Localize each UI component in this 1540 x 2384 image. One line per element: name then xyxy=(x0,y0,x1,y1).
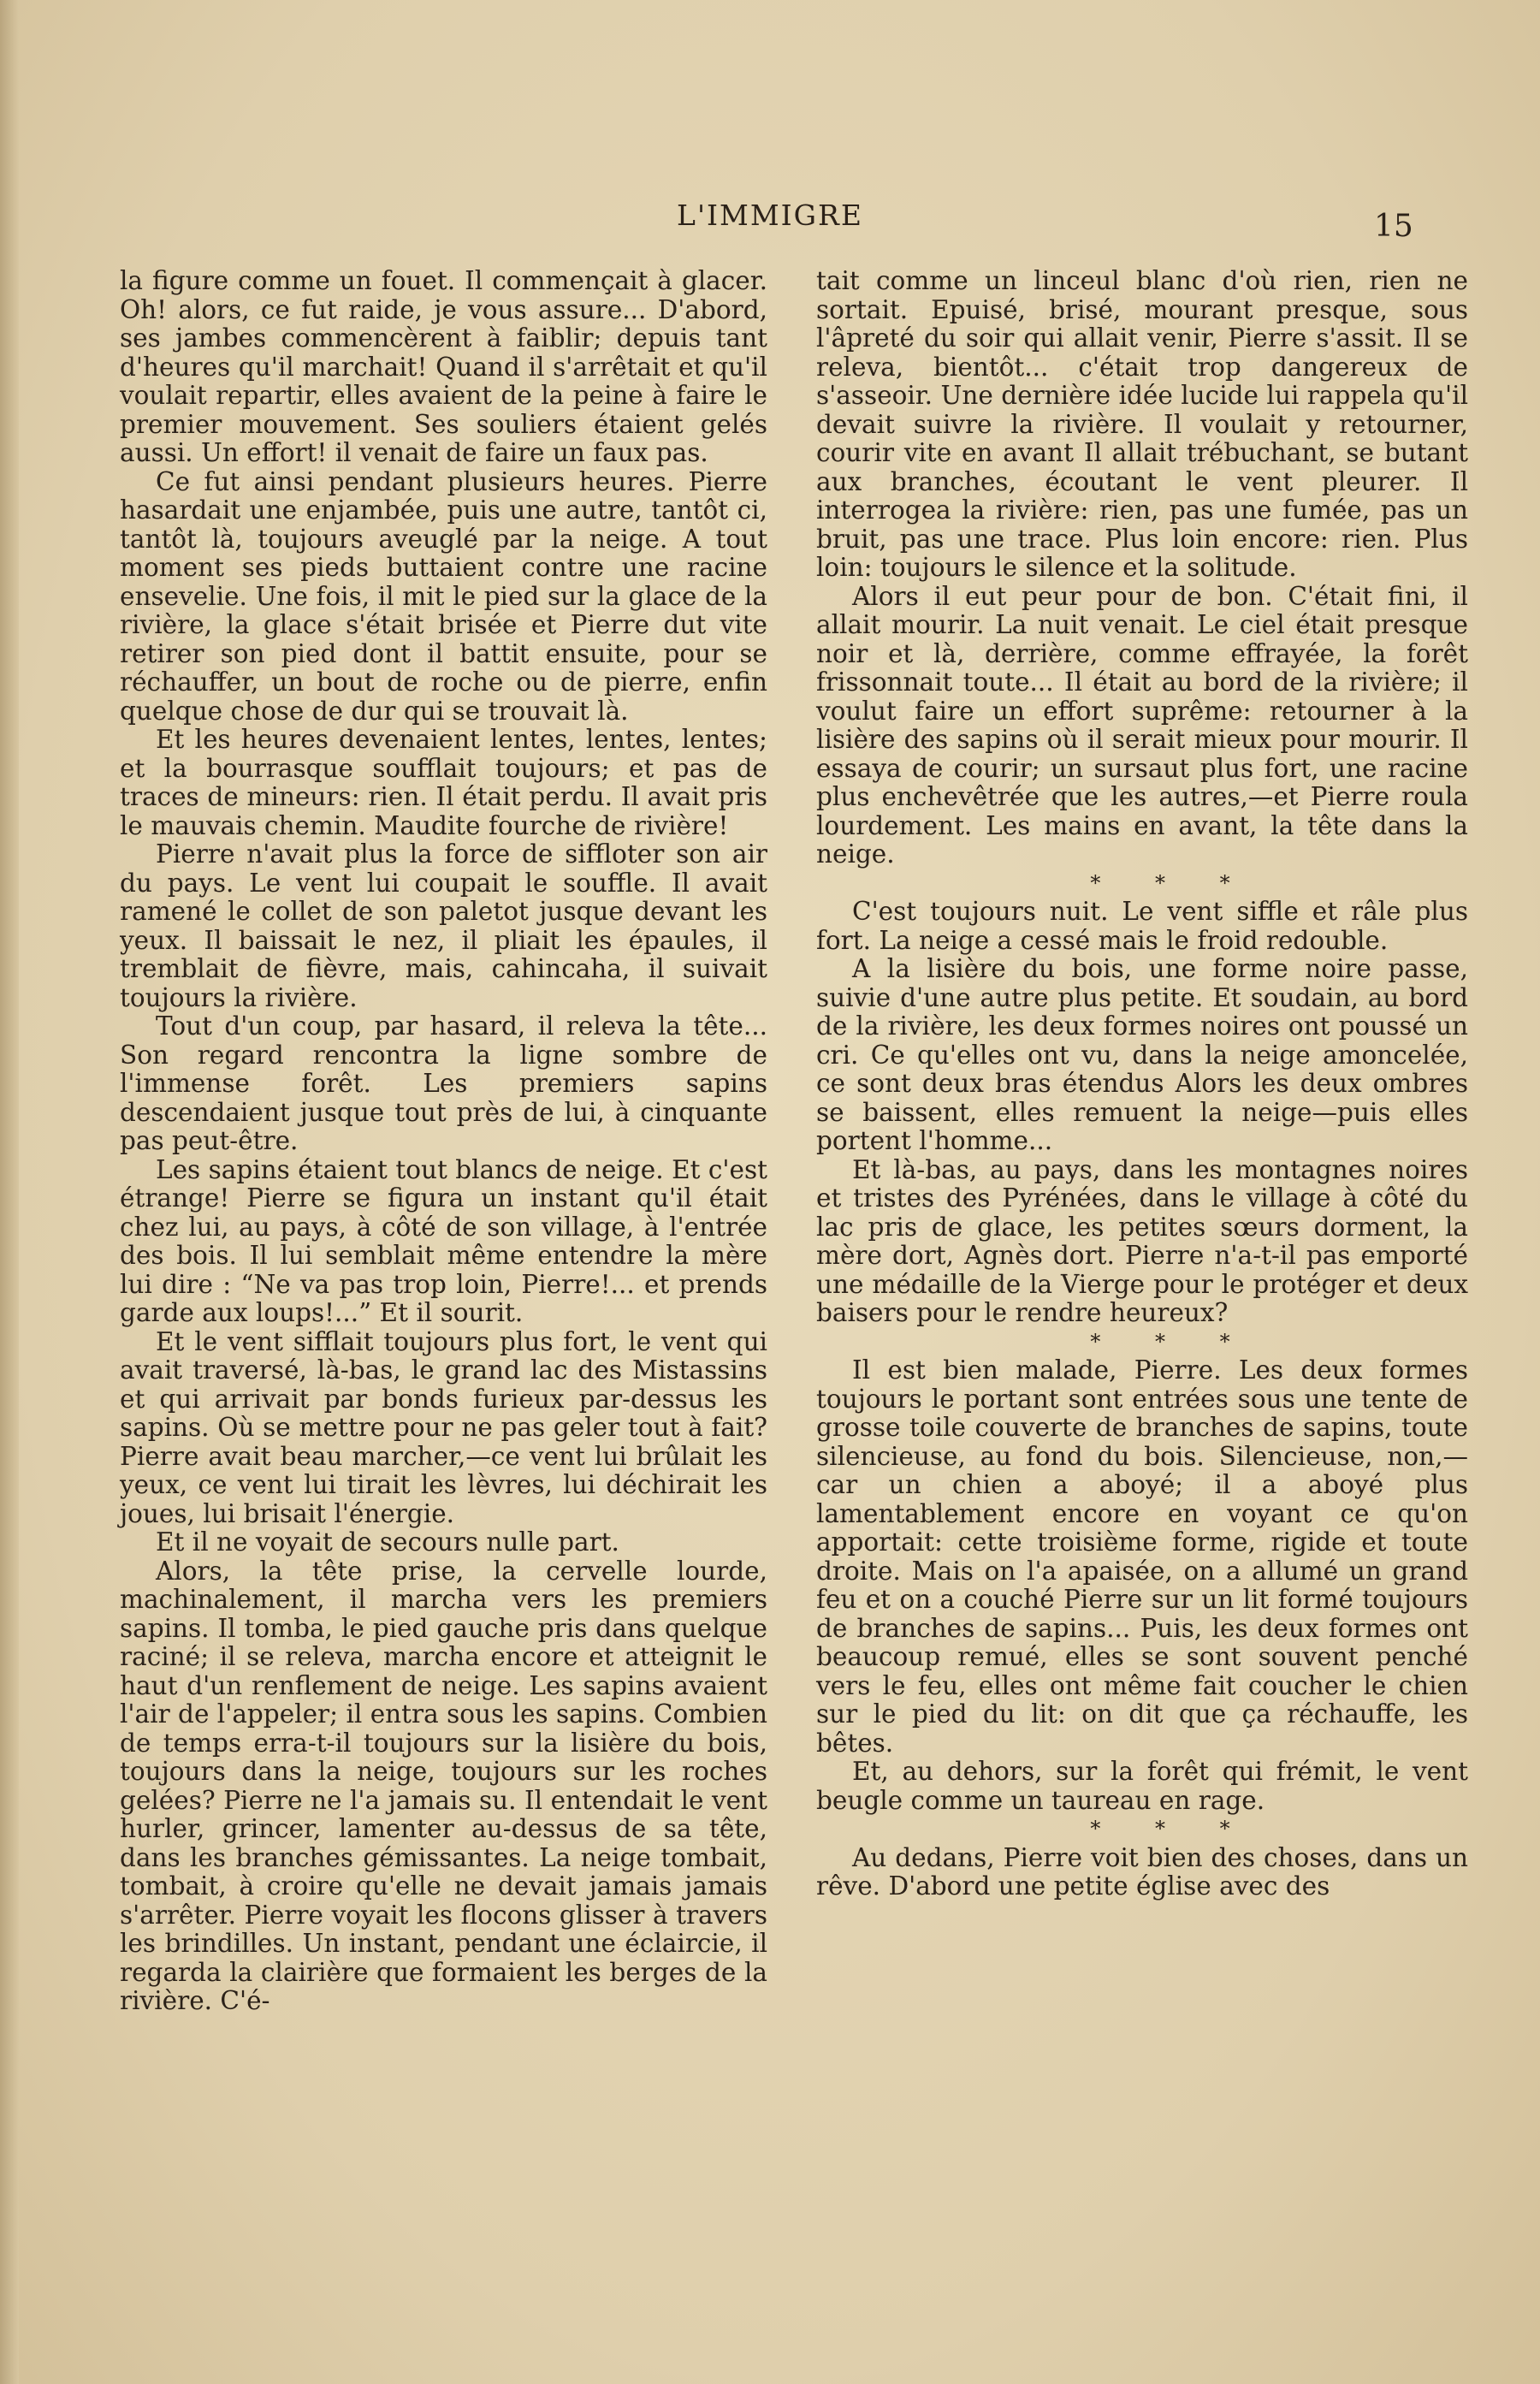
paragraph: Ce fut ainsi pendant plusieurs heures. Pierre hasardait une enjambée, puis une autre, tantôt ci, tantôt là, toujours aveuglé par la neige. A tout moment ses pieds buttaient contre une racine ensevelie. Une fois, il mit le pied sur la glace de la rivière, la glace s'était brisée et Pierre dut vite retirer son pied dont il battit ensuite, pour se réchauffer, un bout de roche ou de pierre, enfin quelque chose de dur qui se trouvait là. xyxy=(120,466,767,726)
paragraph: Alors, la tête prise, la cervelle lourde, machinalement, il marcha vers les premiers sapins. Il tomba, le pied gauche pris dans quelque raciné; il se releva, marcha encore et atteignit le haut d'un renflement de neige. Les sapins avaient l'air de l'appeler; il entra sous les sapins. Combien de temps erra-t-il toujours sur la lisière du bois, toujours dans la neige, toujours sur les roches gelées? Pierre ne l'a jamais su. Il entendait le vent hurler, grincer, lamenter au-dessus de sa tête, dans les branches gémissantes. La neige tombait, tombait, à croire qu'elle ne devait jamais jamais s'arrêter. Pierre voyait les flocons glisser à travers les brindilles. Un instant, pendant une éclaircie, il regarda la clairière que formaient les berges de la rivière. C'é- xyxy=(120,1556,767,2015)
paragraph: tait comme un linceul blanc d'où rien, rien ne sortait. Epuisé, brisé, mourant presque, sous l'âpreté du soir qui allait venir, Pierre s'assit. Il se releva, bientôt... c'était trop dangereux de s'asseoir. Une dernière idée lucide lui rappela qu'il devait suivre la rivière. Il voulait y retourner, courir vite en avant Il allait trébuchant, se butant aux branches, écoutant le vent pleurer. Il interrogea la rivière: rien, pas une fumée, pas un bruit, pas une trace. Plus loin encore: rien. Plus loin: toujours le silence et la solitude. xyxy=(816,266,1468,582)
paragraph: Alors il eut peur pour de bon. C'était fini, il allait mourir. La nuit venait. Le ciel était presque noir et là, derrière, comme effrayée, la forêt frissonnait toute... Il était au bord de la rivière; il voulut faire un effort suprême: retourner à la lisière des sapins où il serait mieux pour mourir. Il essaya de courir; un sursaut plus fort, une racine plus enchevêtrée que les autres,—et Pierre roula lourdement. Les mains en avant, la tête dans la neige. xyxy=(816,581,1468,869)
paragraph: Et les heures devenaient lentes, lentes, lentes; et la bourrasque soufflait toujours; et pas de traces de mineurs: rien. Il était perdu. Il avait pris le mauvais chemin. Maudite fourche de rivière! xyxy=(120,725,767,840)
paragraph: Les sapins étaient tout blancs de neige. Et c'est étrange! Pierre se figura un instant qu'il était chez lui, au pays, à côté de son village, à l'entrée des bois. Il lui semblait même entendre la mère lui dire : “Ne va pas trop loin, Pierre!... et prends garde aux loups!...” Et il sourit. xyxy=(120,1154,767,1327)
running-title: L'IMMIGRE xyxy=(677,199,863,232)
paragraph: Au dedans, Pierre voit bien des choses, dans un rêve. D'abord une petite église avec des xyxy=(816,1842,1468,1901)
section-separator: * * * xyxy=(1090,1329,1254,1354)
section-separator: * * * xyxy=(1090,870,1254,895)
right-column xyxy=(816,267,1468,1901)
paragraph: A la lisière du bois, une forme noire passe, suivie d'une autre plus petite. Et soudain, au bord de la rivière, les deux formes noires ont poussé un cri. Ce qu'elles ont vu, dans la neige amoncelée, ce sont deux bras étendus Alors les deux ombres se baissent, elles remuent la neige—puis elles portent l'homme... xyxy=(816,954,1468,1155)
paragraph: Et il ne voyait de secours nulle part. xyxy=(156,1527,619,1557)
paragraph: C'est toujours nuit. Le vent siffle et râle plus fort. La neige a cessé mais le froid redouble. xyxy=(816,897,1468,955)
paragraph: Et là-bas, au pays, dans les montagnes noires et tristes des Pyrénées, dans le village à côté du lac pris de glace, les petites sœurs dorment, la mère dort, Agnès dort. Pierre n'a-t-il pas emporté une médaille de la Vierge pour le protéger et deux baisers pour le rendre heureux? xyxy=(816,1154,1468,1327)
paragraph: Il est bien malade, Pierre. Les deux formes toujours le portant sont entrées sous une tente de grosse toile couverte de branches de sapins, toute silencieuse, au fond du bois. Silencieuse, non,—car un chien a aboyé; il a aboyé plus lamentablement encore en voyant ce qu'on apportait: cette troisième forme, rigide et toute droite. Mais on l'a apaisée, on a allumé un grand feu et on a couché Pierre sur un lit formé toujours de branches de sapins... Puis, les deux formes ont beaucoup remué, elles se sont souvent penché vers le feu, elles ont même fait coucher le chien sur le pied du lit: on dit que ça réchauffe, les bêtes. xyxy=(816,1355,1468,1758)
paragraph: Tout d'un coup, par hasard, il releva la tête... Son regard rencontra la ligne sombre de l'immense forêt. Les premiers sapins descendaient jusque tout près de lui, à cinquante pas peut-être. xyxy=(120,1011,767,1155)
section-separator: * * * xyxy=(1090,1817,1254,1841)
paragraph: Et, au dehors, sur la forêt qui frémit, le vent beugle comme un taureau en rage. xyxy=(816,1757,1468,1815)
paragraph: Et le vent sifflait toujours plus fort, le vent qui avait traversé, là-bas, le grand lac des Mistassins et qui arrivait par bonds furieux par-dessus les sapins. Où se mettre pour ne pas geler tout à fait? Pierre avait beau marcher,—ce vent lui brûlait les yeux, ce vent lui tirait les lèvres, lui déchirait les joues, lui brisait l'énergie. xyxy=(120,1326,767,1528)
left-column xyxy=(120,267,767,2016)
page-number: 15 xyxy=(1374,209,1413,244)
binding-fold xyxy=(0,0,19,2384)
paragraph: la figure comme un fouet. Il commençait à glacer. Oh! alors, ce fut raide, je vous assure... D'abord, ses jambes commencèrent à faiblir; depuis tant d'heures qu'il marchait! Quand il s'arrêtait et qu'il voulait repartir, elles avaient de la peine à faire le premier mouvement. Ses souliers étaient gelés aussi. Un effort! il venait de faire un faux pas. xyxy=(120,266,767,467)
paragraph: Pierre n'avait plus la force de siffloter son air du pays. Le vent lui coupait le souffle. Il avait ramené le collet de son paletot jusque devant les yeux. Il baissait le nez, il pliait les épaules, il tremblait de fièvre, mais, cahincaha, il suivait toujours la rivière. xyxy=(120,839,767,1012)
